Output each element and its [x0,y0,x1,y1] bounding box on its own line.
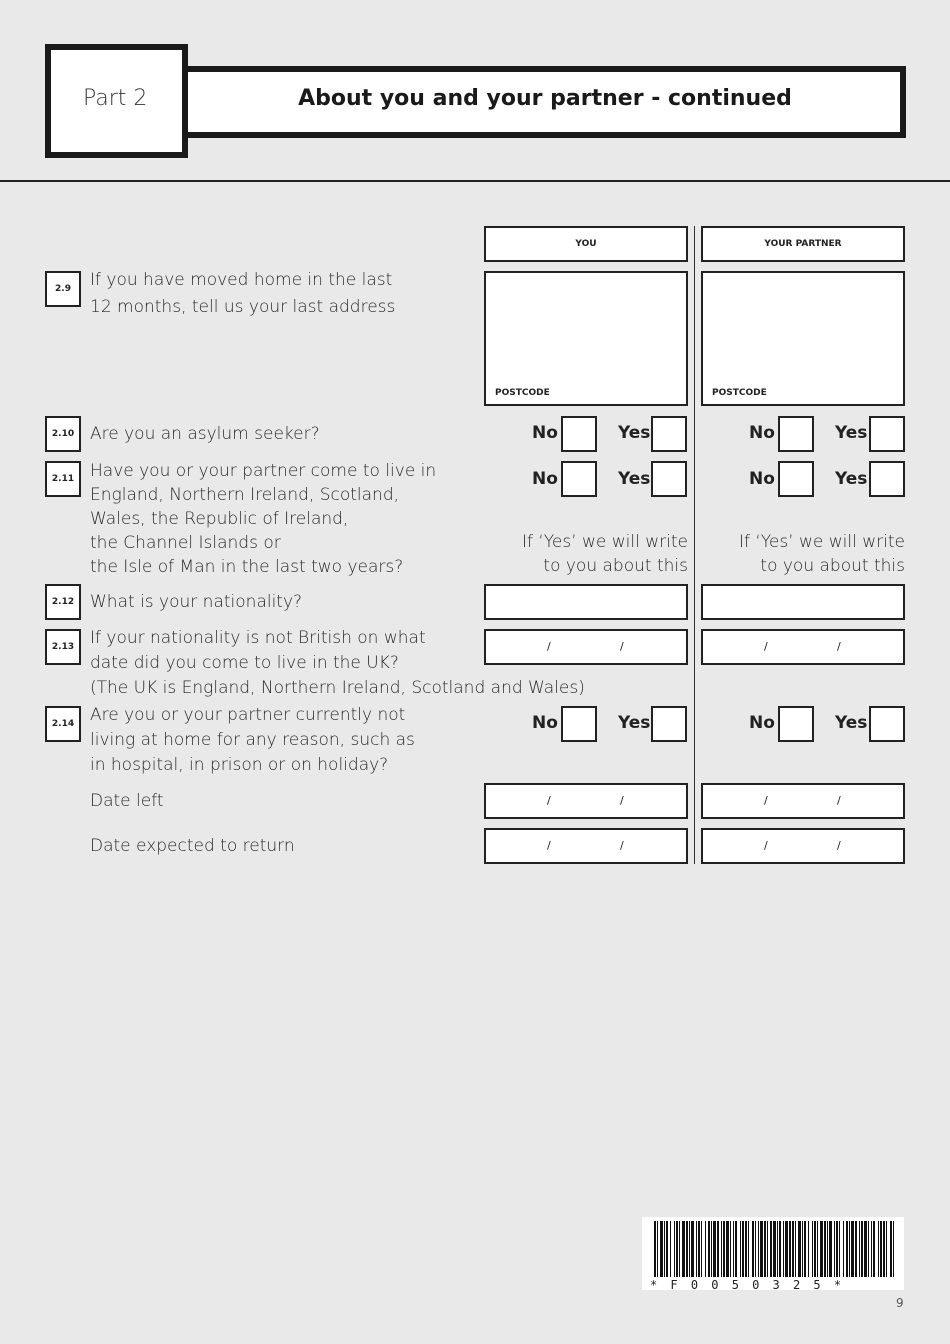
question-2-9-line-1: If you have moved home in the last [90,270,393,290]
barcode-bar [664,1221,665,1277]
question-2-13-line-2: date did you come to live in the UK? [90,653,399,673]
barcode-bar [674,1221,675,1277]
barcode-bar [682,1221,685,1277]
barcode-bar [883,1221,885,1277]
barcode-bar [676,1221,678,1277]
barcode-bar [689,1221,690,1277]
you-2-10-no-checkbox[interactable] [561,416,597,452]
you-uk-arrival-date-field[interactable] [484,629,688,665]
barcode-bar [717,1221,719,1277]
barcode-bar [740,1221,741,1277]
question-2-13-line-3: (The UK is England, Northern Ireland, Scotland and Wales) [90,678,585,698]
partner-2-10-yes-label: Yes [835,423,868,443]
barcode-bar [713,1221,716,1277]
barcode-bar [792,1221,794,1277]
barcode-bar [798,1221,801,1277]
column-divider [694,226,695,864]
date-separator: / [547,640,551,653]
you-2-10-yes-label: Yes [618,423,651,443]
barcode-bar [760,1221,763,1277]
barcode-bar [817,1221,818,1277]
barcode-bar [868,1221,869,1277]
partner-2-11-no-checkbox[interactable] [778,461,814,497]
barcode-bar [846,1221,848,1277]
question-number-2-10: 2.10 [45,416,81,452]
date-separator: / [764,839,768,852]
partner-postcode-label: POSTCODE [712,388,767,398]
barcode-bar [859,1221,860,1277]
barcode-bar [773,1221,776,1277]
barcode-bar [812,1221,813,1277]
barcode-bar [873,1221,875,1277]
you-2-11-no-checkbox[interactable] [561,461,597,497]
barcode-bar [711,1221,712,1277]
barcode-bar [748,1221,749,1277]
you-2-11-no-label: No [532,469,558,489]
partner-2-11-note [705,530,905,578]
question-number-2-11: 2.11 [45,461,81,497]
barcode-bar [733,1221,734,1277]
barcode-bar [814,1221,816,1277]
barcode-bar [789,1221,791,1277]
barcode-bar [691,1221,694,1277]
question-2-13-line-1: If your nationality is not British on what [90,628,426,648]
you-nationality-field[interactable] [484,584,688,620]
barcode-bar [829,1221,832,1277]
question-2-9-text [90,268,395,319]
barcode-bar [679,1221,680,1277]
column-head-partner: YOUR PARTNER [701,226,905,262]
you-2-10-no-label: No [532,423,558,443]
date-separator: / [620,640,624,653]
question-number-2-14: 2.14 [45,706,81,742]
date-separator: / [764,794,768,807]
date-separator: / [837,640,841,653]
barcode-bar [666,1221,668,1277]
barcode-bar [861,1221,863,1277]
question-2-14-line-3: in hospital, in prison or on holiday? [90,755,389,775]
partner-date-return-field[interactable] [701,828,905,864]
you-2-14-no-checkbox[interactable] [561,706,597,742]
barcode-bar [730,1221,731,1277]
barcode-bar [783,1221,784,1277]
partner-2-11-no-label: No [749,469,775,489]
you-date-return-field[interactable] [484,828,688,864]
date-separator: / [764,640,768,653]
column-head-you: YOU [484,226,688,262]
page-title: About you and your partner - continued [298,86,792,111]
you-2-10-yes-checkbox[interactable] [651,416,687,452]
barcode-bar [851,1221,854,1277]
partner-2-11-note-line-2: to you about this [760,556,905,576]
date-return-label: Date expected to return [90,836,295,856]
barcode-bar [827,1221,828,1277]
barcode-bar [696,1221,697,1277]
question-number-2-9: 2.9 [45,271,81,307]
barcode-bar [864,1221,867,1277]
barcode-bar [752,1221,754,1277]
barcode-bar [708,1221,710,1277]
question-number-2-12: 2.12 [45,584,81,620]
you-postcode-label: POSTCODE [495,388,550,398]
partner-2-10-yes-checkbox[interactable] [869,416,905,452]
partner-2-10-no-label: No [749,423,775,443]
partner-2-11-yes-label: Yes [835,469,868,489]
question-2-14-line-1: Are you or your partner currently not [90,705,406,725]
partner-2-10-no-checkbox[interactable] [778,416,814,452]
page-number: 9 [896,1296,904,1310]
partner-2-14-yes-label: Yes [835,713,868,733]
barcode-bar [770,1221,772,1277]
barcode-bar [701,1221,702,1277]
partner-2-11-note-line-1: If ‘Yes’ we will write [738,532,905,552]
question-2-11-text [90,459,436,579]
date-separator: / [620,839,624,852]
barcode-bar [886,1221,887,1277]
barcode-bar [657,1221,658,1277]
barcode-bar [824,1221,826,1277]
barcode-bar [836,1221,838,1277]
part-label: Part 2 [83,86,148,111]
you-2-11-note-line-1: If ‘Yes’ we will write [521,532,688,552]
date-separator: / [547,839,551,852]
barcode-bar [705,1221,706,1277]
you-2-11-yes-label: Yes [618,469,651,489]
barcode-bar [855,1221,857,1277]
barcode-bar [880,1221,882,1277]
partner-2-11-yes-checkbox[interactable] [869,461,905,497]
you-2-14-yes-checkbox[interactable] [651,706,687,742]
barcode-bar [742,1221,744,1277]
barcode-bar [785,1221,788,1277]
barcode-bar [654,1221,656,1277]
question-2-9-line-2: 12 months, tell us your last address [90,297,396,317]
barcode-bar [893,1221,894,1277]
barcode-bar [777,1221,778,1277]
barcode-bar [758,1221,759,1277]
barcode-bar [802,1221,803,1277]
question-number-2-13: 2.13 [45,629,81,665]
barcode-bar [660,1221,663,1277]
partner-2-14-yes-checkbox[interactable] [869,706,905,742]
question-2-11-line-2: England, Northern Ireland, Scotland, [90,485,400,505]
barcode-text: *F0050325* [650,1278,855,1292]
you-2-14-no-label: No [532,713,558,733]
barcode-bar [871,1221,872,1277]
barcode-bar [767,1221,768,1277]
barcode-bar [726,1221,729,1277]
barcode-bar [698,1221,700,1277]
question-2-12-text: What is your nationality? [90,592,303,612]
barcode-bar [839,1221,840,1277]
you-date-left-field[interactable] [484,783,688,819]
barcode-bar [804,1221,806,1277]
you-2-11-yes-checkbox[interactable] [651,461,687,497]
barcode-bar [721,1221,722,1277]
barcode-bar [878,1221,879,1277]
barcode-bar [686,1221,688,1277]
partner-uk-arrival-date-field[interactable] [701,629,905,665]
question-2-11-line-4: the Channel Islands or [90,533,281,553]
barcode-bar [843,1221,844,1277]
barcode-bar [779,1221,781,1277]
barcode-bar [764,1221,766,1277]
barcode-bar [808,1221,809,1277]
question-2-14-line-2: living at home for any reason, such as [90,730,415,750]
question-2-11-line-5: the Isle of Man in the last two years? [90,557,404,577]
date-left-label: Date left [90,791,164,811]
you-address-field[interactable] [484,271,688,406]
date-separator: / [620,794,624,807]
you-2-14-yes-label: Yes [618,713,651,733]
question-2-11-line-1: Have you or your partner come to live in [90,461,437,481]
barcode-bar [849,1221,850,1277]
barcode-bar [834,1221,835,1277]
question-2-11-line-3: Wales, the Republic of Ireland, [90,509,349,529]
question-2-14-text [90,703,415,778]
question-2-10-text: Are you an asylum seeker? [90,424,320,444]
barcode-bar [670,1221,671,1277]
barcode-bar [820,1221,823,1277]
partner-nationality-field[interactable] [701,584,905,620]
partner-date-left-field[interactable] [701,783,905,819]
date-separator: / [837,794,841,807]
barcode-bar [723,1221,725,1277]
header-divider [0,180,950,182]
barcode-bar [795,1221,796,1277]
date-separator: / [837,839,841,852]
partner-2-14-no-label: No [749,713,775,733]
barcode-bar [755,1221,756,1277]
barcode-bar [745,1221,747,1277]
partner-2-14-no-checkbox[interactable] [778,706,814,742]
date-separator: / [547,794,551,807]
partner-address-field[interactable] [701,271,905,406]
you-2-11-note-line-2: to you about this [543,556,688,576]
you-2-11-note [488,530,688,578]
barcode-bar [890,1221,892,1277]
barcode-bar [735,1221,737,1277]
